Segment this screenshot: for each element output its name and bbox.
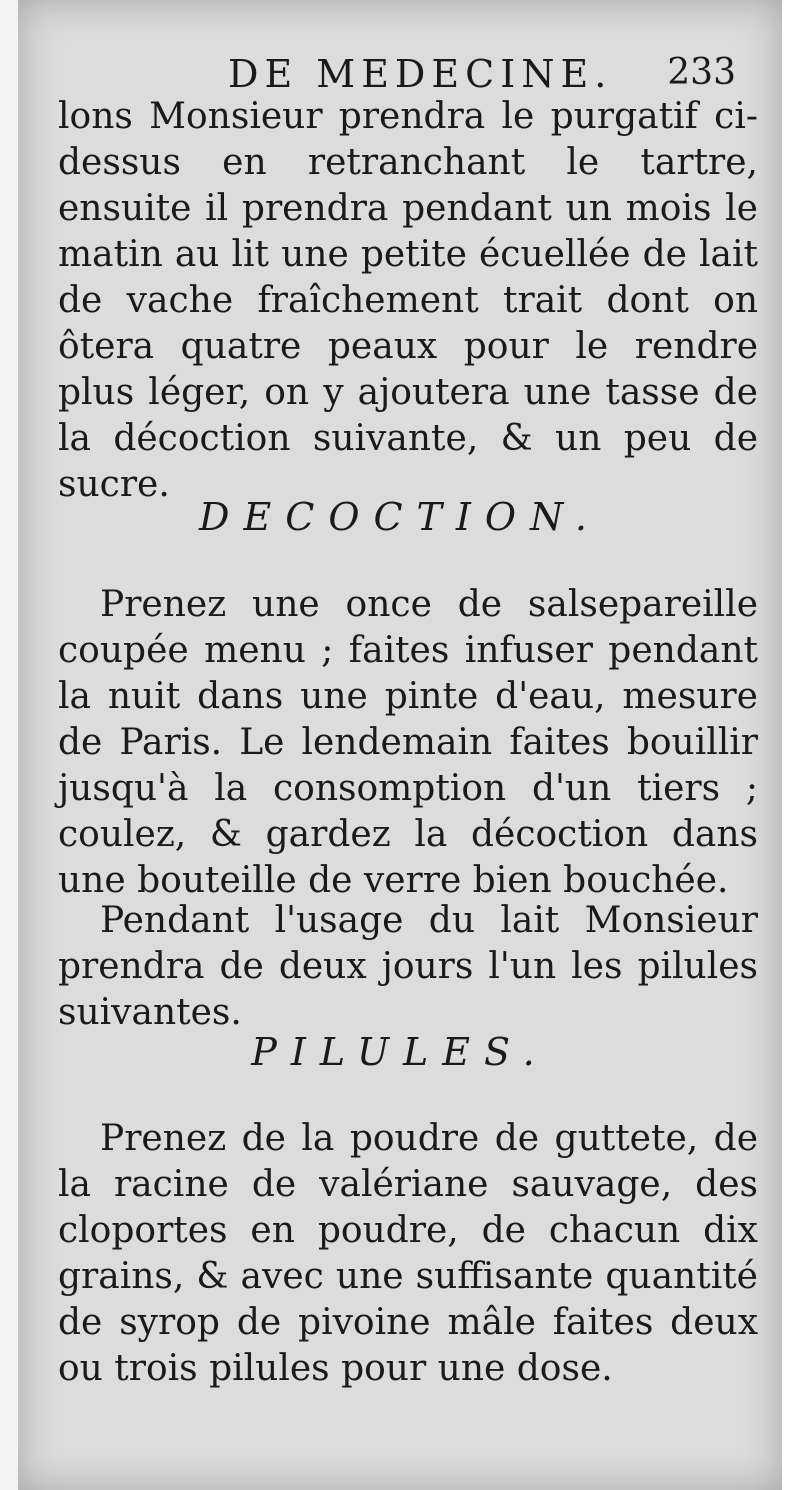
intro-paragraph: lons Monsieur prendra le purgatif ci-dessus en retranchant le tartre, ensuite il prendra pendant un mois le matin au lit une petite écuellée de lait de vache fraîchement trait dont on ôtera quatre peaux pour le rendre plus léger, on y ajoutera une tasse de la décoction suivante, & un peu de sucre. (58, 96, 758, 505)
lait-paragraph: Pendant l'usage du lait Monsieur prendra de deux jours l'un les pilules suivantes. (58, 900, 758, 1033)
decoction-paragraph: Prenez une once de salsepareille coupée menu ; faites infuser pendant la nuit dans une pinte d'eau, mesure de Paris. Le lendemain faites bouillir jusqu'à la consomption d'un tiers ; coulez, & gardez la décoction dans une bouteille de verre bien bouchée. (58, 584, 758, 901)
page-edge (0, 0, 18, 1490)
decoction-heading: DECOCTION. (199, 495, 601, 539)
page-number: 233 (667, 52, 736, 93)
book-page (18, 0, 782, 1490)
pilules-paragraph: Prenez de la poudre de guttete, de la racine de valériane sauvage, des cloportes en poudre, de chacun dix grains, & avec une suffisante quantité de syrop de pivoine mâle faites deux ou trois pilules pour une dose. (58, 1118, 758, 1389)
pilules-heading: PILULES. (251, 1030, 549, 1074)
running-title: DE MEDECINE. (228, 52, 613, 96)
